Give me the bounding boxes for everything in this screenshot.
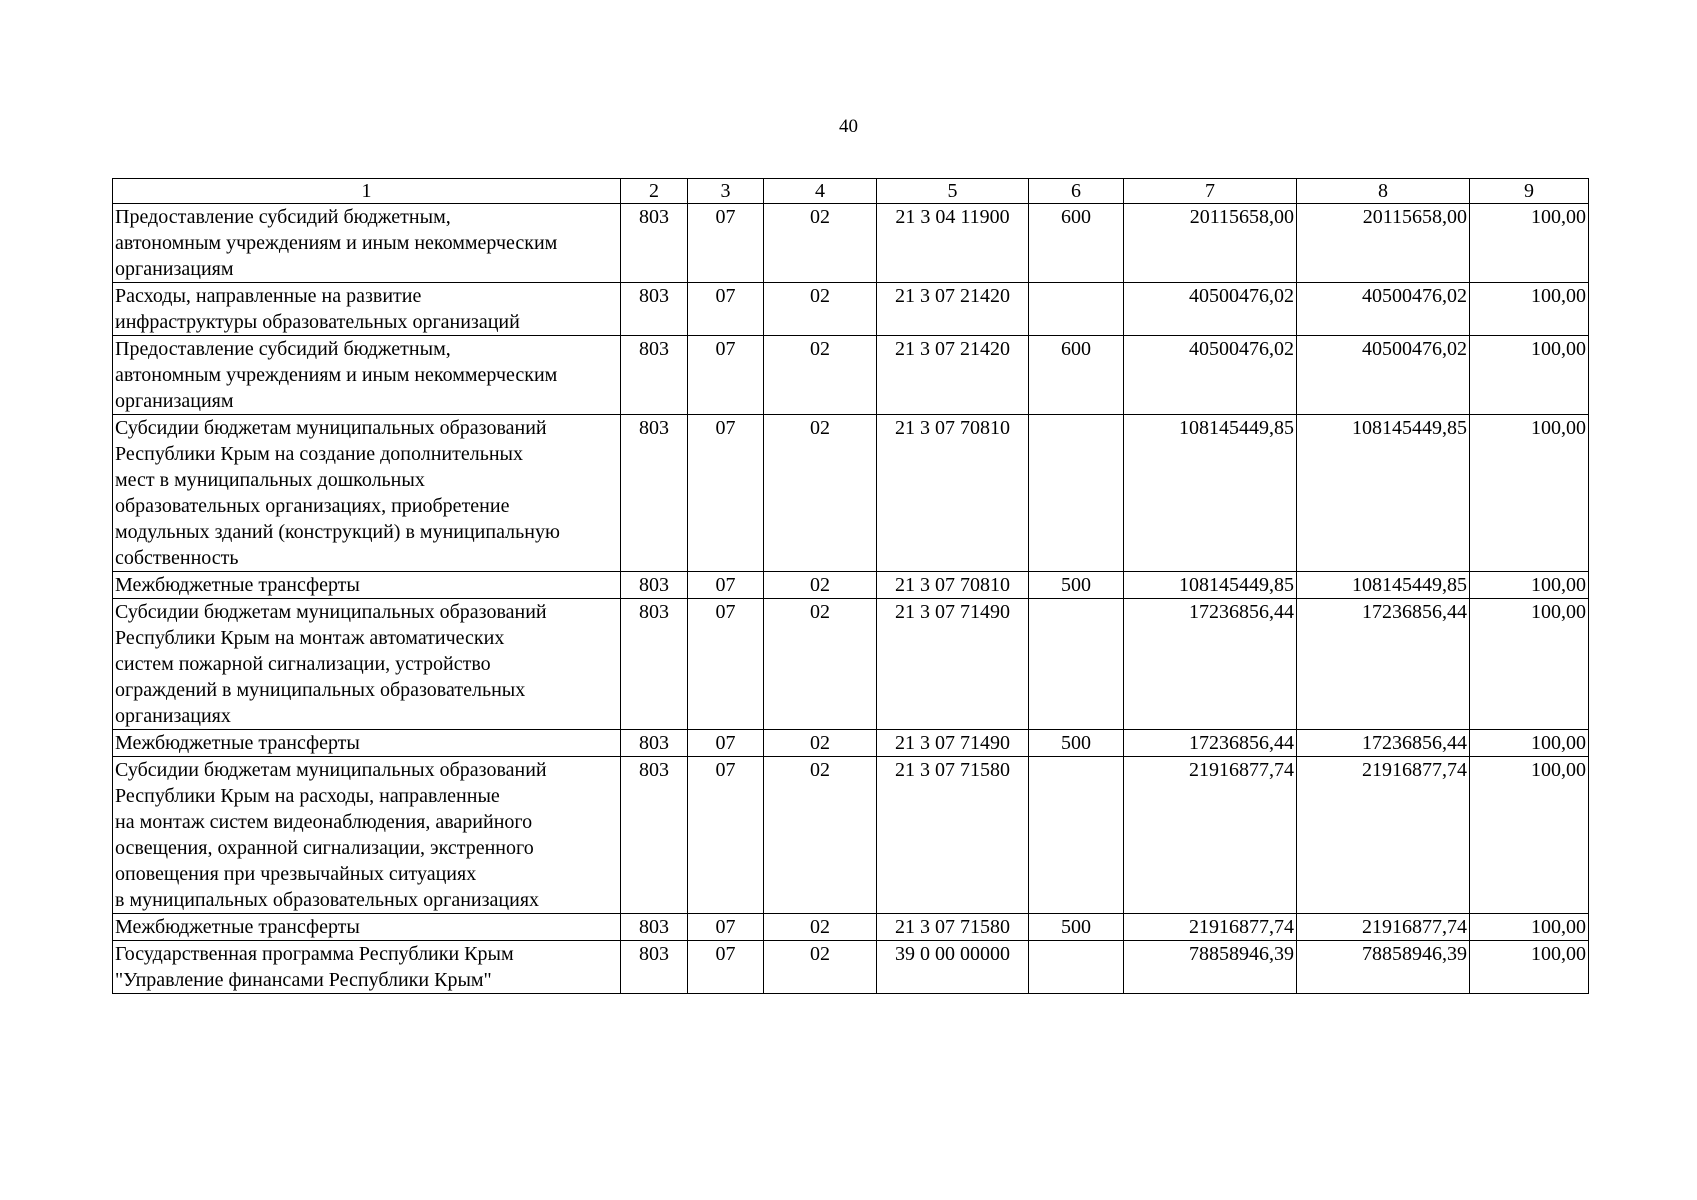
subsection-code-cell: 02 [764,599,877,730]
section-code-cell: 07 [688,599,764,730]
amount-planned-cell: 17236856,44 [1124,730,1297,757]
row-name-line: собственность [115,547,239,569]
amount-executed-cell: 17236856,44 [1297,730,1470,757]
row-name-line: Расходы, направленные на развитие [115,285,422,307]
row-name-line: Предоставление субсидий бюджетным, [115,206,451,228]
row-name-line: систем пожарной сигнализации, устройство [115,653,491,675]
row-name-line: автономным учреждениям и иным некоммерческим [115,364,558,386]
row-name-line: на монтаж систем видеонаблюдения, аварийного [115,811,533,833]
amount-executed-cell: 40500476,02 [1297,336,1470,415]
percent-cell: 100,00 [1470,283,1589,336]
section-code-cell: 07 [688,415,764,572]
percent-cell: 100,00 [1470,914,1589,941]
expense-type-code-cell [1029,283,1124,336]
target-item-code-cell: 21 3 07 71490 [877,599,1029,730]
subsection-code-cell: 02 [764,914,877,941]
section-code-cell: 07 [688,204,764,283]
row-name-line: организациях [115,705,231,727]
target-item-code-cell: 21 3 07 70810 [877,572,1029,599]
column-header-7: 7 [1124,179,1297,204]
column-header-3: 3 [688,179,764,204]
row-name-cell [113,599,621,730]
ministry-code-cell: 803 [621,941,688,994]
ministry-code-cell: 803 [621,283,688,336]
amount-executed-cell: 17236856,44 [1297,599,1470,730]
amount-executed-cell: 21916877,74 [1297,757,1470,914]
subsection-code-cell: 02 [764,283,877,336]
amount-planned-cell: 20115658,00 [1124,204,1297,283]
ministry-code-cell: 803 [621,572,688,599]
row-name-line: Межбюджетные трансферты [115,732,360,754]
section-code-cell: 07 [688,572,764,599]
amount-planned-cell: 17236856,44 [1124,599,1297,730]
target-item-code-cell: 21 3 07 71580 [877,757,1029,914]
column-header-5: 5 [877,179,1029,204]
subsection-code-cell: 02 [764,730,877,757]
row-name-line: Субсидии бюджетам муниципальных образований [115,759,547,781]
target-item-code-cell: 21 3 07 21420 [877,283,1029,336]
expense-type-code-cell: 500 [1029,572,1124,599]
percent-cell: 100,00 [1470,415,1589,572]
ministry-code-cell: 803 [621,757,688,914]
target-item-code-cell: 21 3 07 21420 [877,336,1029,415]
amount-planned-cell: 108145449,85 [1124,415,1297,572]
row-name-line: модульных зданий (конструкций) в муниципальную [115,521,560,543]
section-code-cell: 07 [688,283,764,336]
table-row [113,730,1589,757]
percent-cell: 100,00 [1470,336,1589,415]
section-code-cell: 07 [688,730,764,757]
amount-planned-cell: 40500476,02 [1124,283,1297,336]
subsection-code-cell: 02 [764,336,877,415]
row-name-line: Межбюджетные трансферты [115,574,360,596]
column-header-9: 9 [1470,179,1589,204]
percent-cell: 100,00 [1470,572,1589,599]
subsection-code-cell: 02 [764,572,877,599]
amount-planned-cell: 21916877,74 [1124,757,1297,914]
amount-planned-cell: 108145449,85 [1124,572,1297,599]
row-name-line: организациям [115,258,234,280]
amount-executed-cell: 108145449,85 [1297,572,1470,599]
table-row [113,599,1589,730]
row-name-line: освещения, охранной сигнализации, экстренного [115,837,534,859]
row-name-line: ограждений в муниципальных образовательных [115,679,526,701]
header-row [113,179,1589,204]
percent-cell: 100,00 [1470,599,1589,730]
expense-type-code-cell [1029,757,1124,914]
target-item-code-cell: 21 3 04 11900 [877,204,1029,283]
expense-type-code-cell: 500 [1029,730,1124,757]
section-code-cell: 07 [688,914,764,941]
row-name-cell [113,204,621,283]
row-name-line: Предоставление субсидий бюджетным, [115,338,451,360]
row-name-line: Республики Крым на монтаж автоматических [115,627,505,649]
row-name-line: Республики Крым на создание дополнительных [115,443,523,465]
expense-type-code-cell [1029,415,1124,572]
row-name-line: организациям [115,390,234,412]
row-name-line: Государственная программа Республики Крым [115,943,514,965]
row-name-line: Республики Крым на расходы, направленные [115,785,500,807]
row-name-line: автономным учреждениям и иным некоммерческим [115,232,558,254]
table-row [113,336,1589,415]
amount-planned-cell: 21916877,74 [1124,914,1297,941]
amount-executed-cell: 20115658,00 [1297,204,1470,283]
target-item-code-cell: 21 3 07 70810 [877,415,1029,572]
percent-cell: 100,00 [1470,204,1589,283]
row-name-cell [113,283,621,336]
amount-planned-cell: 40500476,02 [1124,336,1297,415]
table-row [113,757,1589,914]
expense-type-code-cell: 600 [1029,204,1124,283]
ministry-code-cell: 803 [621,599,688,730]
row-name-cell [113,336,621,415]
percent-cell: 100,00 [1470,941,1589,994]
table-row [113,204,1589,283]
ministry-code-cell: 803 [621,730,688,757]
page-number: 40 [839,116,858,137]
row-name-cell [113,914,621,941]
row-name-cell [113,757,621,914]
ministry-code-cell: 803 [621,415,688,572]
expense-type-code-cell [1029,599,1124,730]
row-name-cell [113,415,621,572]
row-name-line: в муниципальных образовательных организациях [115,889,540,911]
amount-executed-cell: 40500476,02 [1297,283,1470,336]
expense-type-code-cell [1029,941,1124,994]
row-name-line: оповещения при чрезвычайных ситуациях [115,863,477,885]
table-row [113,941,1589,994]
ministry-code-cell: 803 [621,914,688,941]
subsection-code-cell: 02 [764,757,877,914]
row-name-line: образовательных организациях, приобретение [115,495,510,517]
amount-executed-cell: 78858946,39 [1297,941,1470,994]
percent-cell: 100,00 [1470,757,1589,914]
row-name-line: "Управление финансами Республики Крым" [115,969,492,991]
amount-planned-cell: 78858946,39 [1124,941,1297,994]
table-row [113,415,1589,572]
column-header-6: 6 [1029,179,1124,204]
row-name-cell [113,941,621,994]
row-name-line: инфраструктуры образовательных организаций [115,311,520,333]
subsection-code-cell: 02 [764,204,877,283]
row-name-line: Субсидии бюджетам муниципальных образований [115,601,547,623]
section-code-cell: 07 [688,757,764,914]
subsection-code-cell: 02 [764,941,877,994]
column-header-4: 4 [764,179,877,204]
expense-type-code-cell: 600 [1029,336,1124,415]
target-item-code-cell: 21 3 07 71490 [877,730,1029,757]
column-header-8: 8 [1297,179,1470,204]
ministry-code-cell: 803 [621,336,688,415]
table-row [113,283,1589,336]
table-row [113,914,1589,941]
amount-executed-cell: 21916877,74 [1297,914,1470,941]
row-name-line: Межбюджетные трансферты [115,916,360,938]
budget-table [112,178,1589,994]
section-code-cell: 07 [688,336,764,415]
ministry-code-cell: 803 [621,204,688,283]
percent-cell: 100,00 [1470,730,1589,757]
target-item-code-cell: 21 3 07 71580 [877,914,1029,941]
expense-type-code-cell: 500 [1029,914,1124,941]
column-header-1: 1 [113,179,621,204]
subsection-code-cell: 02 [764,415,877,572]
section-code-cell: 07 [688,941,764,994]
target-item-code-cell: 39 0 00 00000 [877,941,1029,994]
row-name-line: Субсидии бюджетам муниципальных образований [115,417,547,439]
column-header-2: 2 [621,179,688,204]
amount-executed-cell: 108145449,85 [1297,415,1470,572]
table-row [113,572,1589,599]
row-name-cell [113,572,621,599]
row-name-cell [113,730,621,757]
row-name-line: мест в муниципальных дошкольных [115,469,425,491]
